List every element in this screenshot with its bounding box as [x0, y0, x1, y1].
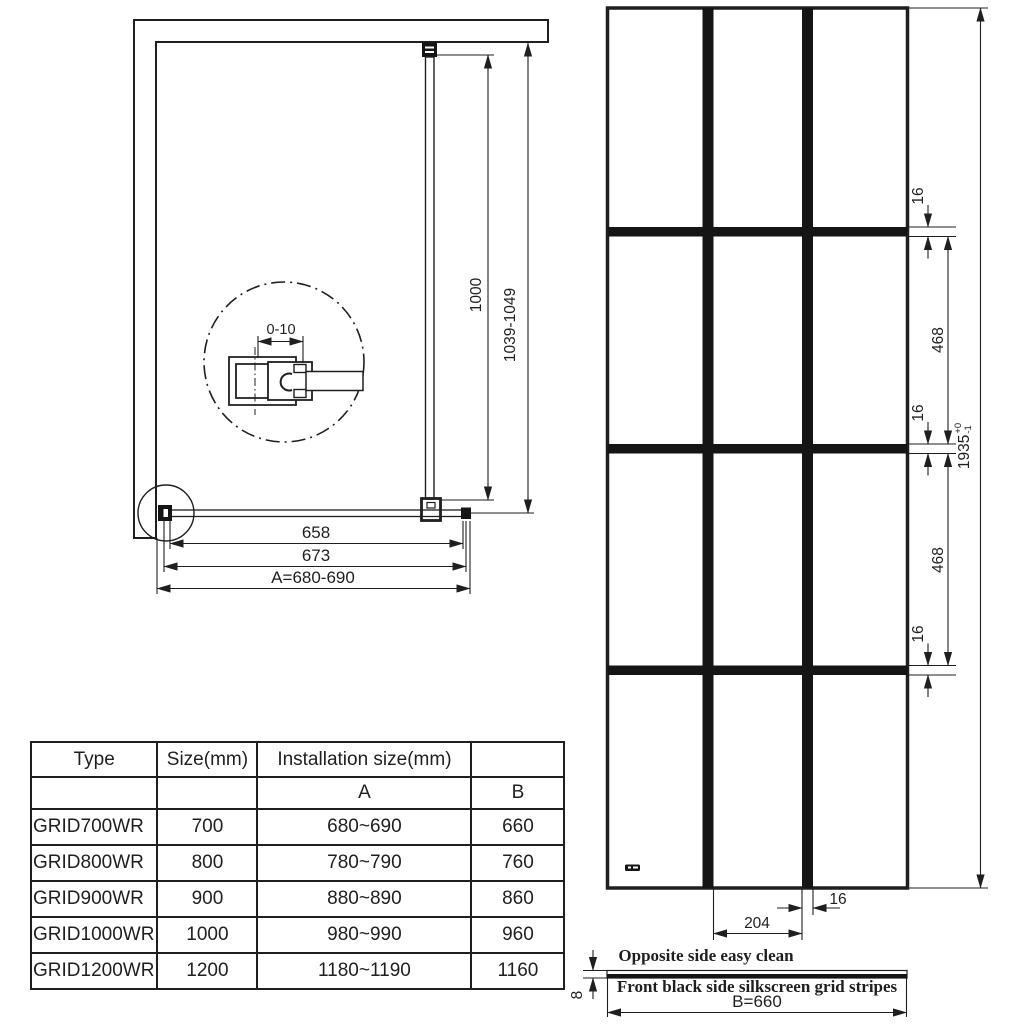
- tolerance-lower: -1: [963, 425, 974, 434]
- cell-size: 800: [157, 845, 257, 881]
- cell-b: 960: [471, 917, 564, 953]
- grid-stripe-horizontal-3: [608, 666, 908, 676]
- cell-a: 1180~1190: [257, 953, 471, 989]
- section-front-label: Front black side silkscreen grid stripes: [616, 977, 898, 996]
- table-header-row: [31, 742, 564, 777]
- header-empty: [471, 742, 564, 777]
- cell-type: GRID900WR: [31, 881, 157, 917]
- table-row: [31, 809, 564, 845]
- cell-b: 660: [471, 809, 564, 845]
- panel-end-cap: [461, 508, 471, 520]
- front-dim-stripe-width-bottom-h: 16: [829, 891, 847, 908]
- plan-dim-glass-width: 658: [301, 523, 331, 542]
- cell-a: 980~990: [257, 917, 471, 953]
- table-row: [31, 953, 564, 989]
- cell-a: 780~790: [257, 845, 471, 881]
- section-back-label: Opposite side easy clean: [618, 946, 794, 965]
- header-size: Size(mm): [157, 742, 257, 777]
- plan-dim-wall-to-glass: 1039-1049: [502, 287, 519, 363]
- cell-b: 860: [471, 881, 564, 917]
- cell-type: GRID1200WR: [31, 953, 157, 989]
- grid-stripe-horizontal-1: [608, 227, 908, 237]
- table-row: [31, 881, 564, 917]
- cell-size: 1000: [157, 917, 257, 953]
- front-dim-gap-upper: 468: [930, 327, 947, 353]
- section-dim-glass-thickness: 8: [569, 990, 586, 1000]
- plan-dim-detail-gap: 0-10: [266, 322, 296, 338]
- glass-panel-plan: [171, 510, 462, 517]
- table-row: [31, 917, 564, 953]
- support-bracket-top: [422, 43, 437, 58]
- tolerance-upper: +0: [953, 422, 965, 434]
- support-bar: [426, 57, 435, 499]
- cell-b: 760: [471, 845, 564, 881]
- cell-a: 880~890: [257, 881, 471, 917]
- detail-view-drawing: [204, 282, 364, 442]
- front-dim-stripe-spacing: 204: [744, 915, 770, 932]
- front-view-drawing: [608, 8, 908, 888]
- cell-size: 700: [157, 809, 257, 845]
- cell-type: GRID700WR: [31, 809, 157, 845]
- cell-type: GRID800WR: [31, 845, 157, 881]
- spec-table: [30, 741, 565, 990]
- grid-stripe-horizontal-2: [608, 444, 908, 454]
- cell-size: 1200: [157, 953, 257, 989]
- table-row: [31, 845, 564, 881]
- plan-dim-bar-length: 1000: [468, 277, 485, 313]
- front-dim-stripe-width-top: 16: [910, 187, 927, 205]
- table-subheader-row: [31, 777, 564, 809]
- section-dim-glass-width: B=660: [732, 992, 782, 1011]
- header-type: Type: [31, 742, 157, 777]
- header-installation: Installation size(mm): [257, 742, 471, 777]
- header-col-a: A: [257, 777, 471, 809]
- cell-b: 1160: [471, 953, 564, 989]
- cell-a: 680~690: [257, 809, 471, 845]
- front-dim-panel-height: 1935 +0 -1: [953, 422, 974, 470]
- cell-type: GRID1000WR: [31, 917, 157, 953]
- plan-dim-profile-width: 673: [301, 546, 331, 565]
- header-col-b: B: [471, 777, 564, 809]
- front-dim-gap-lower: 468: [930, 547, 947, 573]
- plan-dim-install-width: A=680-690: [271, 568, 355, 587]
- front-dim-stripe-width-bottom: 16: [910, 625, 927, 643]
- cell-size: 900: [157, 881, 257, 917]
- front-dim-stripe-width-mid: 16: [910, 404, 927, 422]
